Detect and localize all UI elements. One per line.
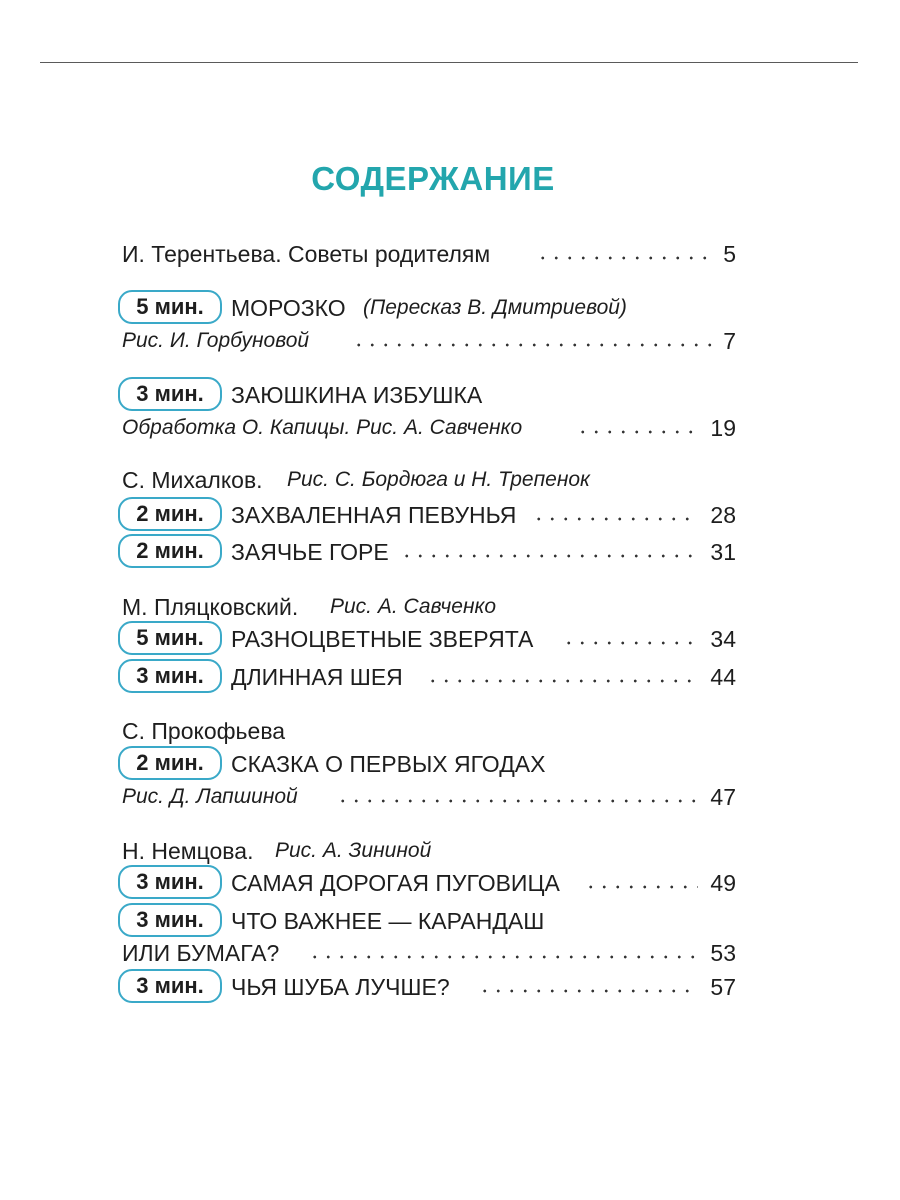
toc-entry <box>0 747 900 781</box>
author-name: С. Михалков. <box>122 467 263 493</box>
story-title: ЗАЮШКИНА ИЗБУШКА <box>231 382 483 408</box>
page-number: 19 <box>710 415 736 441</box>
page-number: 57 <box>710 974 736 1000</box>
dot-leader <box>336 799 698 803</box>
toc-entry-credit <box>0 324 900 358</box>
author-name: М. Пляцковский. <box>122 594 299 620</box>
toc-entry <box>0 378 900 412</box>
page-number: 5 <box>723 241 736 267</box>
reading-time-badge: 3 мин. <box>118 969 222 1003</box>
toc-entry <box>0 866 900 900</box>
reading-time-badge: 2 мин. <box>118 497 222 531</box>
author-heading <box>0 834 900 868</box>
page-number: 53 <box>710 940 736 966</box>
illustrator-credit: Рис. С. Бордюга и Н. Трепенок <box>287 468 590 491</box>
reading-time-badge: 3 мин. <box>118 659 222 693</box>
toc-entry-credit <box>0 780 900 814</box>
dot-leader <box>352 343 712 347</box>
reading-time-badge: 2 мин. <box>118 746 222 780</box>
toc-title: СОДЕРЖАНИЕ <box>311 160 555 197</box>
story-title-continued: ИЛИ БУМАГА? <box>122 940 280 966</box>
dot-leader <box>584 885 698 889</box>
story-title: ЧТО ВАЖНЕЕ — КАРАНДАШ <box>231 908 545 934</box>
illustrator-credit: Рис. Д. Лапшиной <box>122 785 298 808</box>
toc-entry <box>0 904 900 938</box>
toc-entry <box>0 660 900 694</box>
page-number: 49 <box>710 870 736 896</box>
dot-leader <box>532 517 698 521</box>
page-number: 7 <box>723 328 736 354</box>
illustrator-credit: Рис. А. Савченко <box>330 595 497 618</box>
author-name: С. Прокофьева <box>122 718 286 744</box>
toc-entry <box>0 237 900 271</box>
illustrator-credit: Рис. А. Зининой <box>275 839 432 862</box>
page-number: 34 <box>710 626 736 652</box>
dot-leader <box>562 641 698 645</box>
story-title: ДЛИННАЯ ШЕЯ <box>231 664 403 690</box>
author-name: Н. Немцова. <box>122 838 254 864</box>
dot-leader <box>400 554 698 558</box>
toc-entry <box>0 622 900 656</box>
dot-leader <box>308 955 698 959</box>
top-rule <box>40 62 858 63</box>
page-number: 47 <box>710 784 736 810</box>
story-title: ЗАЯЧЬЕ ГОРЕ <box>231 539 389 565</box>
toc-entry <box>0 535 900 569</box>
story-title: РАЗНОЦВЕТНЫЕ ЗВЕРЯТА <box>231 626 534 652</box>
page-number: 31 <box>710 539 736 565</box>
reading-time-badge: 5 мин. <box>118 621 222 655</box>
author-heading <box>0 714 900 748</box>
adaptation-credit: Обработка О. Капицы. Рис. А. Савченко <box>122 416 523 439</box>
story-title: САМАЯ ДОРОГАЯ ПУГОВИЦА <box>231 870 560 896</box>
story-title: МОРОЗКО <box>231 295 346 321</box>
dot-leader <box>478 989 698 993</box>
toc-entry-credit <box>0 411 900 445</box>
reading-time-badge: 3 мин. <box>118 377 222 411</box>
story-title: ЧЬЯ ШУБА ЛУЧШЕ? <box>231 974 450 1000</box>
page-number: 28 <box>710 502 736 528</box>
reading-time-badge: 5 мин. <box>118 290 222 324</box>
toc-entry <box>0 498 900 532</box>
toc-entry-continuation <box>0 936 900 970</box>
illustrator-credit: Рис. И. Горбуновой <box>122 329 310 352</box>
reading-time-badge: 2 мин. <box>118 534 222 568</box>
reading-time-badge: 3 мин. <box>118 865 222 899</box>
author-heading <box>0 590 900 624</box>
retelling-note: (Пересказ В. Дмитриевой) <box>363 296 627 319</box>
entry-title: И. Терентьева. Советы родителям <box>122 241 491 267</box>
dot-leader <box>576 430 698 434</box>
toc-entry <box>0 291 900 325</box>
dot-leader <box>426 679 698 683</box>
story-title: ЗАХВАЛЕННАЯ ПЕВУНЬЯ <box>231 502 517 528</box>
reading-time-badge: 3 мин. <box>118 903 222 937</box>
story-title: СКАЗКА О ПЕРВЫХ ЯГОДАХ <box>231 751 546 777</box>
toc-entry <box>0 970 900 1004</box>
page-number: 44 <box>710 664 736 690</box>
dot-leader <box>536 256 712 260</box>
author-heading <box>0 463 900 497</box>
